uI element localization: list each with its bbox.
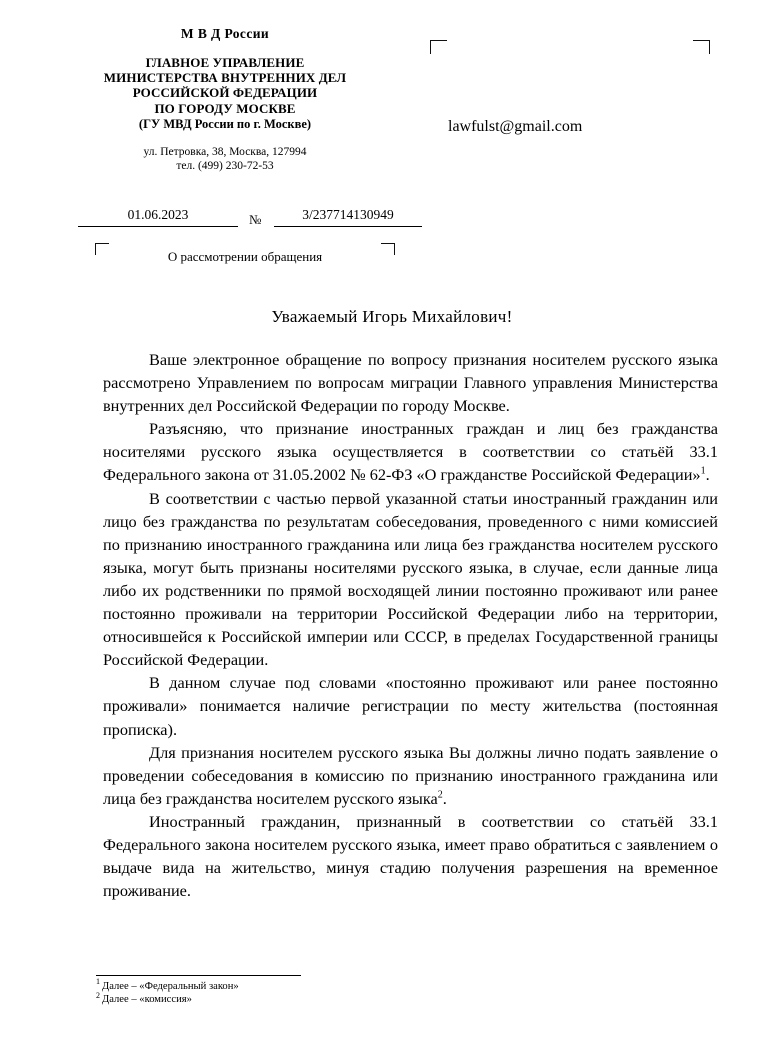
footnote-text: Далее – «комиссия» [102,994,192,1006]
postal-address: ул. Петровка, 38, Москва, 127994 [143,145,307,158]
organization-line-2: МИНИСТЕРСТВА ВНУТРЕННИХ ДЕЛ [103,70,347,86]
footnote-item [96,977,516,993]
organization-contacts [60,145,390,173]
footnote-separator [96,975,301,976]
letter-body [103,348,718,902]
footnote-number: 2 [96,990,100,1000]
paragraph-1: Ваше электронное обращение по вопросу признания носителем русского языка рассмотрено Управлением по вопросам миграции Главного управления Министерства внутренних дел Российской Федерации по городу Москве. [103,350,718,416]
paragraph-6: Иностранный гражданин, признанный в соответствии со статьёй 33.1 Федерального закона носителем русского языка, имеет право обратиться с заявлением о выдаче вида на жительство, минуя стадию получения разрешения на временное проживание. [103,811,718,901]
organization-line-4: ПО ГОРОДУ МОСКВЕ [154,100,296,116]
paragraph-2: Разъясняю, что признание иностранных граждан и лиц без гражданства носителями русского языка осуществляется в соответствии со статьёй 33.1 Федерального закона от 31.05.2002 № 62-ФЗ «О гражданстве Российской Федерации»$^1$. [103,419,718,485]
subject-text: О рассмотрении обращения [167,249,323,264]
phone-number: тел. (499) 230-72-53 [176,159,274,172]
organization-title [60,55,390,116]
footnotes-area [96,975,516,1007]
paragraph-2-text: Разъясняю, что признание иностранных граждан и лиц без гражданства носителями русского языка осуществляется в соответствии со статьёй 33.1 Федерального закона от 31.05.2002 № 62-ФЗ «О гражданстве Российской Федерации» [103,419,718,485]
addressee-email: lawfulst@gmail.com [448,118,583,135]
paragraph-5-text: Для признания носителем русского языка Вы должны лично подать заявление о проведении собеседования в комиссию по признанию иностранного гражданина или лица без гражданства носителем русского языка [103,742,718,808]
addressee-block [430,40,710,150]
document-number: 3/237714130949 [274,207,422,227]
organization-line-1: ГЛАВНОЕ УПРАВЛЕНИЕ [145,55,305,70]
document-date: 01.06.2023 [78,207,238,227]
paragraph-3: В соответствии с частью первой указанной статьи иностранный гражданин или лицо без гражданства по результатам собеседования, проведенного с ними комиссией по признанию иностранного гражданина или лица без гражданства носителем русского языка, могут быть признаны носителями русского языка, в случае, если данные лица либо их родственники по прямой восходящей линии постоянно проживают или ранее постоянно проживали на территории Российской Федерации либо на территории, относившейся к Российской империи или СССР, в пределах Государственной границы Российской Федерации. [103,488,718,670]
organization-line-3: РОССИЙСКОЙ ФЕДЕРАЦИИ [132,85,318,101]
reference-line [78,207,418,233]
footnote-item [96,990,516,1006]
paragraph-5: Для признания носителем русского языка Вы должны лично подать заявление о проведении собеседования в комиссию по признанию иностранного гражданина или лица без гражданства носителем русского языка$^2$. [103,742,718,808]
letterhead [60,26,390,173]
paragraph-4: В данном случае под словами «постоянно проживают или ранее постоянно проживали» понимается наличие регистрации по месту жительства (постоянная прописка). [103,673,718,739]
footnote-marker-2: 2 [437,789,443,801]
ministry-title: М В Д России [180,26,270,41]
number-sign-label: № [249,212,262,227]
footnote-marker-1: 1 [700,466,706,478]
subject-block [95,243,395,267]
footnote-number: 1 [96,977,100,987]
footnote-text: Далее – «Федеральный закон» [102,981,239,992]
bracket-top-left-icon [430,40,447,54]
organization-short-name: (ГУ МВД России по г. Москве) [138,116,312,131]
bracket-top-right-icon [693,40,710,54]
salutation: Уважаемый Игорь Михайлович! [271,307,513,326]
